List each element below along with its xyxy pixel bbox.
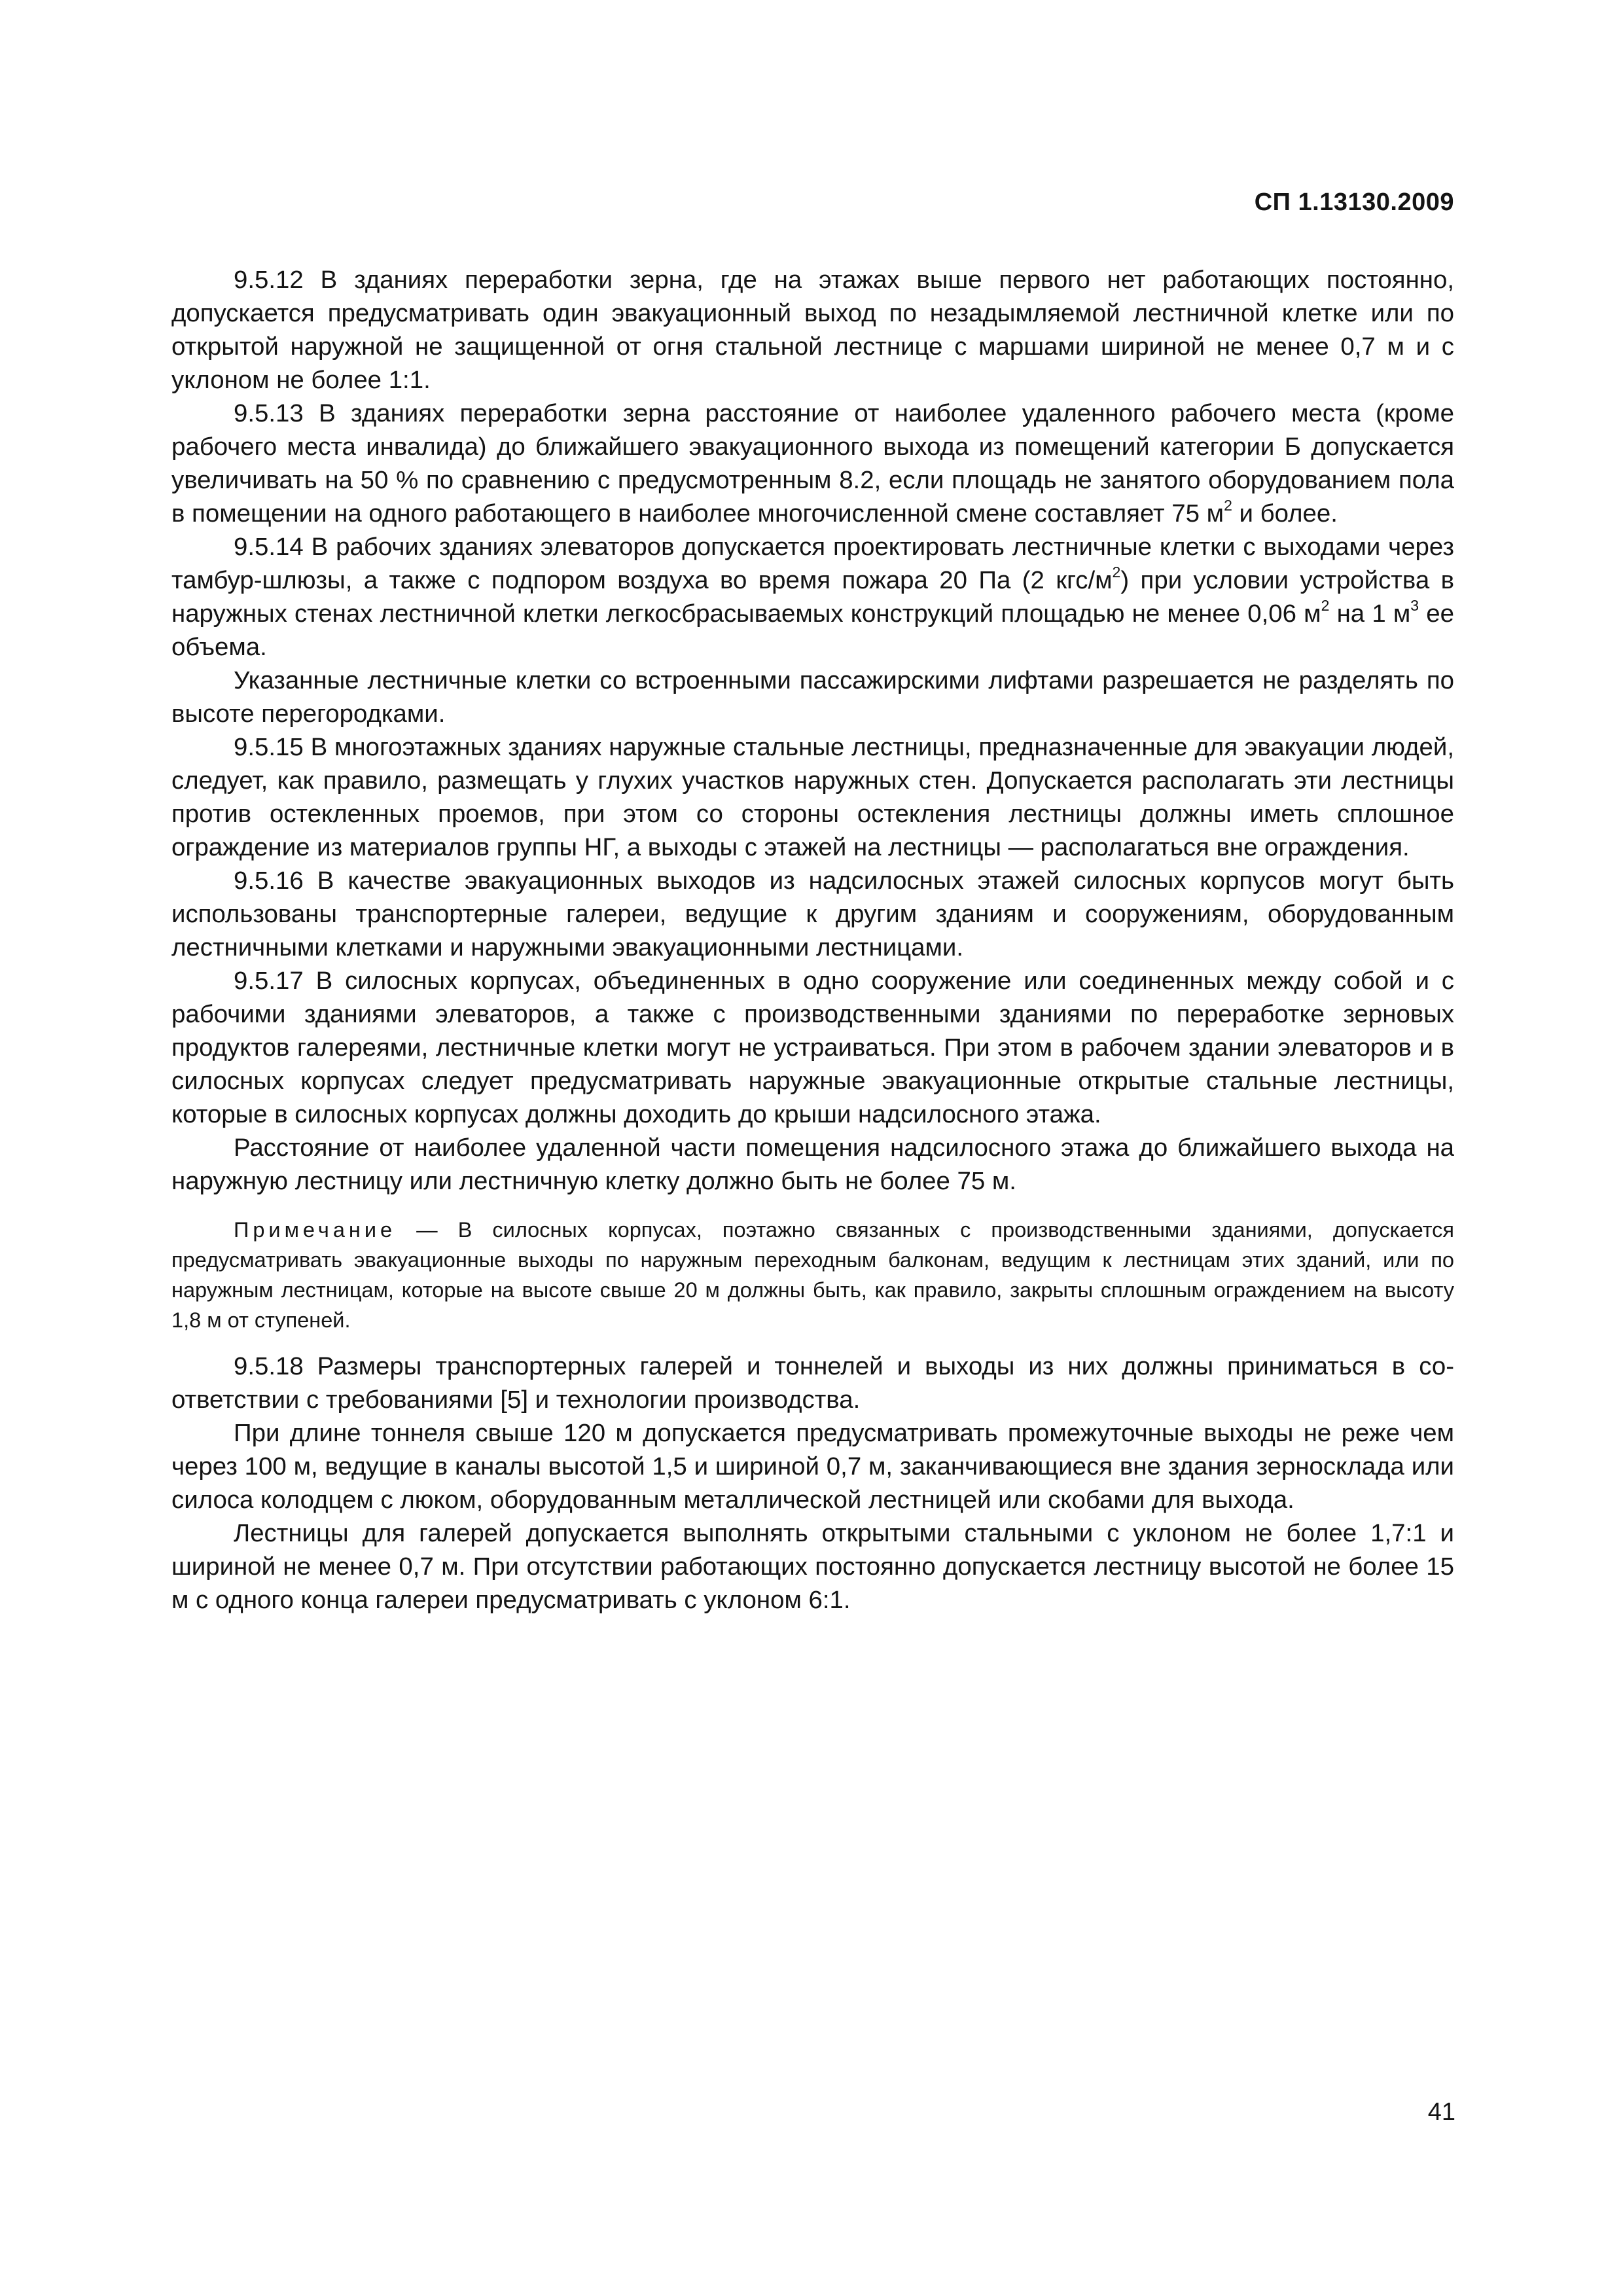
paragraph-p9_5_18c <box>171 1516 1454 1617</box>
document-body <box>171 263 1454 1617</box>
paragraph-p9_5_17b <box>171 1131 1454 1198</box>
superscript: 2 <box>1112 563 1121 581</box>
paragraph-text: и более. <box>1232 499 1338 528</box>
document-code-header: СП 1.13130.2009 <box>1254 188 1454 216</box>
paragraph-p9_5_18b <box>171 1416 1454 1516</box>
paragraphs-after-note <box>171 1350 1454 1617</box>
paragraph-text: 9.5.13 В зданиях переработки зерна расстояние от наиболее удаленного рабочего места (кроме рабочего места инвалида) до ближайшего эвакуационного выхода из помещений категории Б допускается увеличивать на 50 % по сравнению с предусмотренным 8.2, если площадь не занятого оборудованием пола в помещении на одного работающего в наиболее многочисленной смене составляет 75 м <box>171 399 1454 528</box>
paragraph-text: 9.5.17 В силосных корпусах, объединенных в одно сооружение или соединенных между собой и с рабочими зданиями элеваторов, а также с производственными зданиями по переработке зерновых продуктов галереями, лестничные клетки могут не устраиваться. При этом в рабочем здании элеваторов и в силосных корпусах следует предусматривать наружные эвакуационные открытые стальные лестницы, которые в силосных корпусах должны доходить до крыши надсилосного этажа. <box>171 967 1454 1128</box>
superscript: 2 <box>1224 496 1232 514</box>
paragraph-p9_5_16 <box>171 864 1454 964</box>
paragraph-text: 9.5.12 В зданиях переработки зерна, где на этажах выше первого нет работающих постоянно, допускается предусматривать один эвакуационный выход по незадымляемой лестничной клетке или по открытой наружной не защищенной от огня стальной лестнице с маршами шириной не менее 0,7 м и с уклоном не более 1:1. <box>171 266 1454 394</box>
note-label: Примечание <box>234 1218 397 1242</box>
paragraph-text: 9.5.16 В качестве эвакуационных выходов из надсилосных этажей силосных корпусов могут быть использованы транспортерные галереи, ведущие к другим зданиям и сооружениям, оборудованным лестничными клетками и наружными эвакуационными лестницами. <box>171 867 1454 961</box>
paragraph-text: на 1 м <box>1329 600 1411 628</box>
paragraph-p9_5_12 <box>171 263 1454 397</box>
page-number: 41 <box>1427 2098 1455 2126</box>
paragraph-text: Расстояние от наиболее удаленной части помещения надсилосного этажа до ближайшего выхода на наружную лестницу или лестничную клетку должно быть не более 75 м. <box>171 1134 1454 1195</box>
note-dash: — <box>396 1218 458 1242</box>
paragraph-text: 9.5.15 В многоэтажных зданиях наружные стальные лестницы, предназначенные для эвакуации людей, следует, как правило, размещать у глухих участков наружных стен. Допускается располагать эти лестницы против остекленных проемов, при этом со стороны остекления лестницы должны иметь сплошное ограждение из материалов группы НГ, а выходы с этажей на лестницы — располагаться вне ограждения. <box>171 733 1454 861</box>
paragraphs-before-note <box>171 263 1454 1198</box>
paragraph-text: 9.5.18 Размеры транспортерных галерей и тоннелей и выходы из них должны приниматься в соответствии с требованиями [5] и технологии производства. <box>171 1352 1454 1414</box>
paragraph-p9_5_14 <box>171 530 1454 664</box>
paragraph-p9_5_13 <box>171 397 1454 530</box>
paragraph-text: ) при условии устройства в наружных стенах лестничной клетки легкосбрасываемых конструкций площадью не менее 0,06 м <box>171 566 1454 628</box>
paragraph-text: Указанные лестничные клетки со встроенными пассажирскими лифтами разрешается не разделять по высоте перегородками. <box>171 666 1454 728</box>
paragraph-p9_5_18 <box>171 1350 1454 1416</box>
paragraph-text: При длине тоннеля свыше 120 м допускается предусматривать промежуточные выходы не реже чем через 100 м, ведущие в каналы высотой 1,5 и шириной 0,7 м, заканчивающиеся вне здания зерносклада или силоса колодцем с люком, оборудованным металлической лестницей или скобами для выхода. <box>171 1419 1454 1514</box>
paragraph-text: Лестницы для галерей допускается выполнять открытыми стальными с уклоном не более 1,7:1 и шириной не менее 0,7 м. При отсутствии работающих постоянно допускается лестницу высотой не более 15 м с одного конца галереи предусматривать с уклоном 6:1. <box>171 1519 1454 1614</box>
paragraph-p9_5_15 <box>171 730 1454 864</box>
note-block <box>171 1215 1454 1335</box>
note-text: В силосных корпусах, поэтажно связанных с производственными зданиями, допускается предусматривать эвакуационные выходы по наружным переходным балконам, ведущим к лестницам этих зданий, или по наружным лестницам, которые на высоте свыше 20 м должны быть, как правило, закрыты сплошным ограждением на высоту 1,8 м от ступеней. <box>171 1218 1454 1332</box>
superscript: 3 <box>1410 596 1419 614</box>
paragraph-text: ее объема. <box>171 600 1454 661</box>
paragraph-p9_5_14b <box>171 664 1454 730</box>
superscript: 2 <box>1321 596 1330 614</box>
paragraph-p9_5_17 <box>171 964 1454 1131</box>
paragraph-text: 9.5.14 В рабочих зданиях элеваторов допускается проектировать лестничные клетки с выходами через тамбур-шлюзы, а также с подпором воздуха во время пожара 20 Па (2 кгс/м <box>171 533 1454 594</box>
